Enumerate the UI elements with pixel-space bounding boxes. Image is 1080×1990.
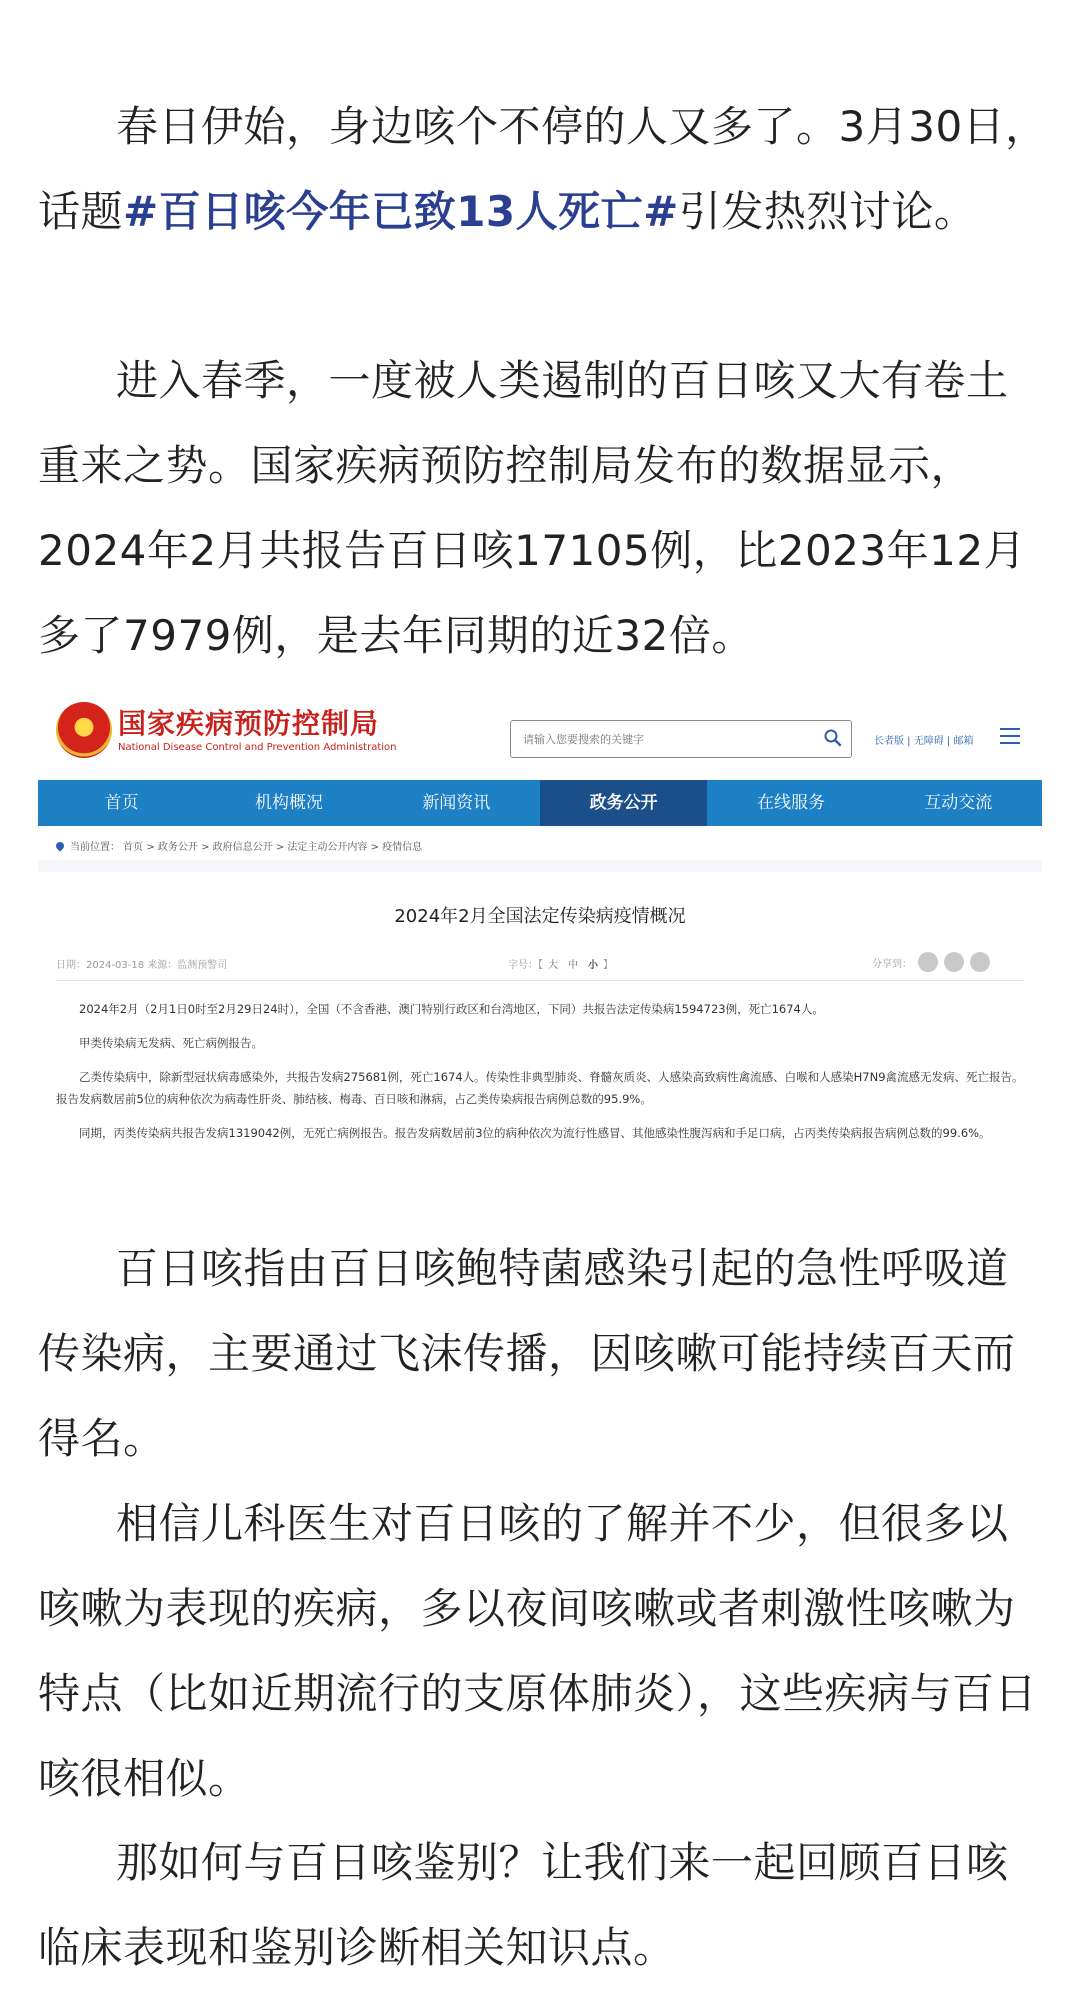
meta-divider [56, 980, 1024, 981]
paragraph-similar-diseases-text: 相信儿科医生对百日咳的了解并不少，但很多以咳嗽为表现的疾病，多以夜间咳嗽或者刺激性咳嗽为特点（比如近期流行的支原体肺炎），这些疾病与百日咳很相似。 [38, 1499, 1038, 1803]
share-wechat-icon[interactable] [918, 952, 938, 972]
embedded-website-screenshot [38, 690, 1042, 1190]
font-size-label: 字号： [508, 960, 538, 971]
site-subtitle: National Disease Control and Prevention Administration [118, 742, 397, 753]
article-paragraph: 2024年2月（2月1日0时至2月29日24时），全国（不含香港、澳门特别行政区和台湾地区，下同）共报告法定传染病1594723例，死亡1674人。 [79, 1002, 824, 1016]
article-title: 2024年2月全国法定传染病疫情概况 [394, 906, 686, 927]
paragraph-definition-text: 百日咳指由百日咳鲍特菌感染引起的急性呼吸道传染病，主要通过飞沫传播，因咳嗽可能持续百天而得名。 [38, 1244, 1016, 1463]
paragraph-intro-text: 春日伊始，身边咳个不停的人又多了。3月30日，话题 [38, 102, 1048, 236]
font-size-small-button[interactable]: 小 [588, 960, 598, 971]
top-links[interactable]: 长者版 | 无障碍 | 邮箱 [874, 736, 974, 747]
search-input[interactable] [521, 721, 815, 757]
national-emblem-icon: ★ [56, 702, 112, 758]
paragraph-spring-data [38, 338, 1048, 678]
hashtag-topic-link[interactable]: #百日咳今年已致13人死亡# [123, 187, 679, 236]
paragraph-similar-diseases [38, 1481, 1048, 1821]
font-size-medium-button[interactable]: 中 [568, 960, 578, 971]
article-paragraph: 同期，丙类传染病共报告发病1319042例，无死亡病例报告。报告发病数居前3位的病种依次为流行性感冒、其他感染性腹泻病和手足口病，占丙类传染病报告病例总数的99.6%。 [79, 1126, 991, 1140]
nav-item-home[interactable]: 首页 [104, 793, 139, 813]
paragraph-intro [38, 84, 1048, 254]
paragraph-intro-text-end: 引发热烈讨论。 [678, 187, 977, 236]
share-weibo-icon[interactable] [944, 952, 964, 972]
site-header [38, 690, 1042, 780]
divider-band [38, 860, 1042, 872]
location-pin-icon [54, 840, 65, 851]
nav-item-interaction[interactable]: 互动交流 [924, 793, 993, 813]
nav-item-government-affairs[interactable]: 政务公开 [540, 780, 707, 826]
hamburger-menu-icon[interactable] [1000, 728, 1020, 746]
font-size-close-bracket: 】 [603, 960, 613, 971]
main-nav [38, 780, 1042, 826]
paragraph-spring-data-text: 进入春季，一度被人类遏制的百日咳又大有卷土重来之势。国家疾病预防控制局发布的数据显示，2024年2月共报告百日咳17105例，比2023年12月多了7979例，是去年同期的近32倍。 [38, 356, 1027, 660]
font-size-switcher [508, 956, 613, 971]
search-box[interactable] [510, 720, 852, 758]
article-meta: 日期：2024-03-18 来源：监测预警司 [56, 960, 228, 971]
breadcrumb[interactable] [56, 838, 422, 853]
site-title: 国家疾病预防控制局 [118, 707, 380, 740]
paragraph-definition [38, 1226, 1048, 1481]
article-paragraph: 甲类传染病无发病、死亡病例报告。 [79, 1036, 263, 1050]
paragraph-differential [38, 1820, 1048, 1990]
article-body [56, 998, 1024, 1156]
paragraph-differential-text: 那如何与百日咳鉴别？让我们来一起回顾百日咳临床表现和鉴别诊断相关知识点。 [38, 1838, 1009, 1972]
share-bar [872, 952, 990, 972]
search-icon[interactable] [823, 728, 843, 748]
breadcrumb-text[interactable]: 当前位置： 首页 > 政务公开 > 政府信息公开 > 法定主动公开内容 > 疫情信息 [70, 842, 423, 853]
font-size-large-button[interactable]: 大 [548, 960, 558, 971]
share-favorite-icon[interactable] [970, 952, 990, 972]
font-size-open-bracket: 【 [538, 960, 543, 971]
article-paragraph: 乙类传染病中，除新型冠状病毒感染外，共报告发病275681例，死亡1674人。传染性非典型肺炎、脊髓灰质炎、人感染高致病性禽流感、白喉和人感染H7N9禽流感无发病、死亡报告。报告发病数居前5位的病种依次为病毒性肝炎、肺结核、梅毒、百日咳和淋病，占乙类传染病报告病例总数的95.9%。 [56, 1070, 1024, 1106]
nav-item-online-services[interactable]: 在线服务 [756, 793, 825, 813]
nav-item-news[interactable]: 新闻资讯 [422, 793, 491, 813]
share-label: 分享到： [872, 958, 912, 970]
nav-item-about[interactable]: 机构概况 [254, 793, 323, 813]
